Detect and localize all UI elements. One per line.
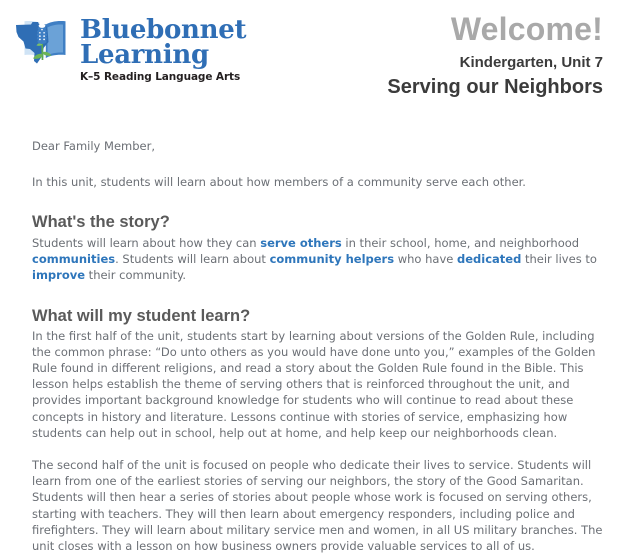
vocab-term-communities: communities (32, 252, 116, 267)
bluebonnet-learning-logo (12, 8, 246, 84)
logo-wordmark-line1: Bluebonnet (80, 15, 247, 45)
story-text-6: their community. (85, 268, 187, 283)
story-text-3: . Students will learn about (115, 252, 270, 267)
logo-tagline: K–5 Reading Language Arts (80, 71, 241, 83)
intro-paragraph: In this unit, students will learn about how members of a community serve each other. (32, 175, 526, 189)
section-heading-story: What's the story? (32, 213, 170, 231)
learn-paragraph-2: The second half of the unit is focused on people who dedicate their lives to service. Students will learn from one of the earliest stories of serving our neighbors, the story of the Good Samaritan. Students will then hear a series of stories about people whose work is focused on serving others, starting with teachers. They will then learn about emergency responders, including police and firefighters. They will learn about military service men and women, in all US military branches. The unit closes with a lesson on how business owners provide valuable services to all of us. (32, 458, 603, 554)
logo-wordmark (80, 8, 246, 84)
story-text-5: their lives to (521, 252, 597, 267)
grade-unit-label: Kindergarten, Unit 7 (459, 54, 603, 71)
vocab-term-dedicated: dedicated (457, 252, 522, 267)
logo-wordmark-line2: Learning (80, 40, 209, 70)
section-heading-learn: What will my student learn? (32, 306, 251, 325)
letter-body (32, 138, 604, 554)
header-title-block (387, 10, 603, 100)
vocab-term-serve-others: serve others (260, 236, 342, 250)
story-paragraph (32, 235, 604, 284)
story-text-2: in their school, home, and neighborhood (341, 236, 580, 250)
story-text-1: Students will learn about how they can (32, 236, 261, 250)
section-whats-the-story (32, 212, 604, 284)
document-header (0, 0, 639, 118)
story-text-4: who have (394, 252, 457, 267)
welcome-heading: Welcome! (450, 11, 603, 47)
texas-bluebonnet-book-icon (12, 8, 78, 74)
unit-title: Serving our Neighbors (387, 76, 603, 98)
salutation: Dear Family Member, (32, 139, 155, 153)
section-what-will-my-student-learn (32, 306, 604, 554)
vocab-term-community-helpers: community helpers (269, 252, 395, 267)
learn-paragraph-1: In the first half of the unit, students start by learning about versions of the Golden Rule, including the common phrase: “Do unto others as you would have done unto you,” examples of the Golden Rule found in different religions, and read a story about the Golden Rule found in the Bible. This lesson helps establish the theme of serving others that is reinforced throughout the unit, and provides important background knowledge for students who will continue to read about these concepts in history and literature. Lessons continue with stories of service, emphasizing how students can help out in school, help out at home, and help keep our neighborhoods clean. (32, 328, 596, 440)
vocab-term-improve: improve (32, 268, 86, 283)
